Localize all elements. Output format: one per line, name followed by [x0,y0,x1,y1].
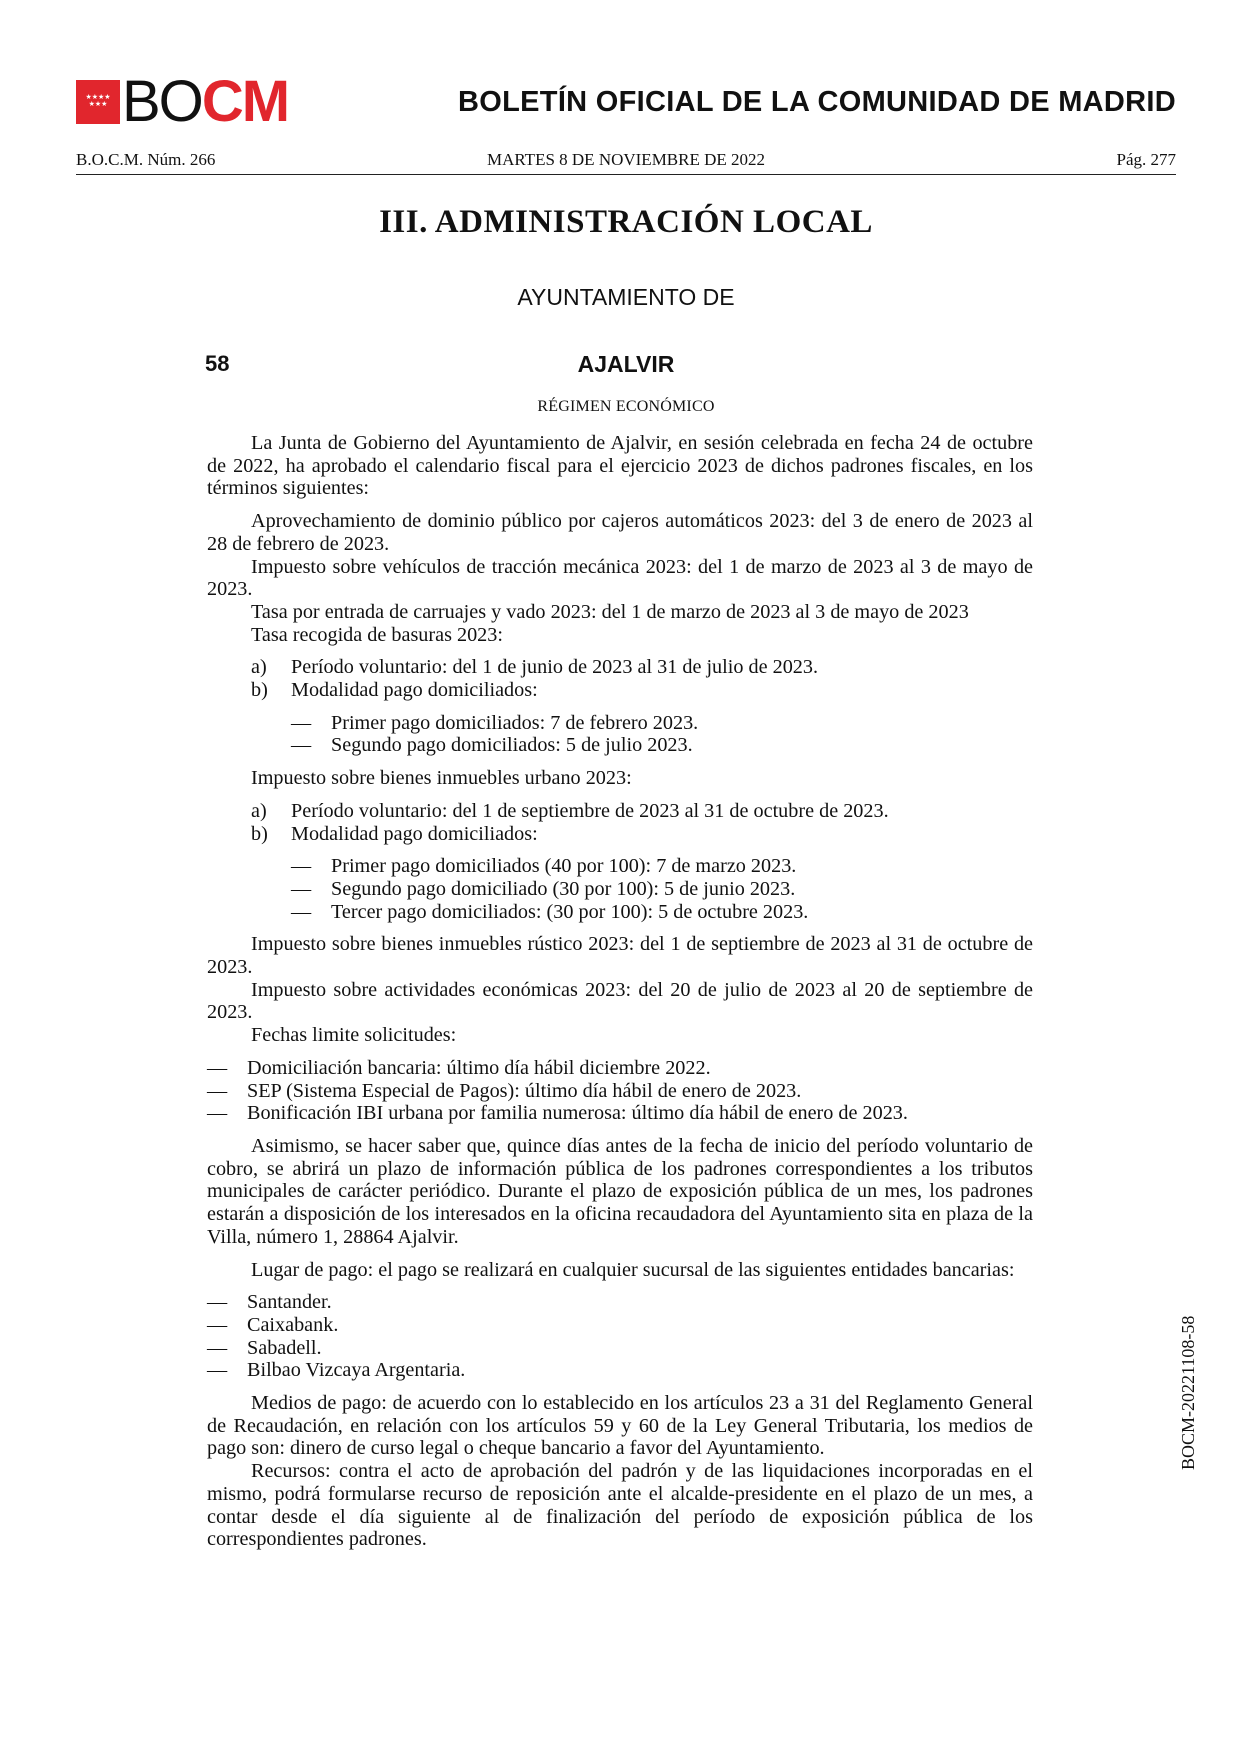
dash-list-item: — Domiciliación bancaria: último día hábil diciembre 2022. [207,1056,711,1079]
paragraph: Tasa recogida de basuras 2023: [251,623,503,646]
bocm-logo [76,69,289,134]
paragraph: Impuesto sobre bienes inmuebles rústico 2023: del 1 de septiembre de 2023 al 31 de octubre de 2023. [207,933,1033,979]
madrid-flag-icon: ★★★★ ★★★ [76,80,120,124]
logo-wordmark: BOCM [122,69,289,134]
dash-list-item: — Segundo pago domiciliados: 5 de julio 2023. [291,734,693,757]
list-item: b) Modalidad pago domiciliados: [251,822,538,845]
paragraph: Asimismo, se hacer saber que, quince días antes de la fecha de inicio del período voluntario de cobro, se abrirá un plazo de información pública de los padrones correspondientes a los tributos municipales de carácter periódico. Durante el plazo de exposición pública de un mes, los padrones estarán a disposición de los interesados en la oficina recaudadora del Ayuntamiento sita en plaza de la Villa, número 1, 28864 Ajalvir. [207,1134,1033,1248]
publication-title: BOLETÍN OFICIAL DE LA COMUNIDAD DE MADRID [458,86,1176,118]
masthead [76,69,1176,134]
list-item: a) Período voluntario: del 1 de septiembre de 2023 al 31 de octubre de 2023. [251,799,889,822]
dash-list-item: — Segundo pago domiciliado (30 por 100): 5 de junio 2023. [291,877,796,900]
paragraph: Recursos: contra el acto de aprobación del padrón y de las liquidaciones incorporadas en el mismo, podrá formularse recurso de reposición ante el alcalde-presidente en el plazo de un mes, a contar desde el día siguiente al de finalización del período de exposición pública de los correspondientes padrones. [207,1460,1033,1551]
list-item: a) Período voluntario: del 1 de junio de 2023 al 31 de julio de 2023. [251,656,819,679]
paragraph: Impuesto sobre bienes inmuebles urbano 2023: [251,767,632,790]
dash-list-item: — Tercer pago domiciliados: (30 por 100): 5 de octubre 2023. [291,900,809,923]
dash-list-item: — Primer pago domiciliados: 7 de febrero 2023. [291,711,699,734]
list-item: b) Modalidad pago domiciliados: [251,679,538,702]
paragraph: Impuesto sobre vehículos de tracción mecánica 2023: del 1 de marzo de 2023 al 3 de mayo de 2023. [207,555,1033,601]
dash-list-item: — Sabadell. [207,1336,322,1359]
dash-list-item: — Caixabank. [207,1313,339,1336]
running-header [76,148,1176,175]
paragraph: Lugar de pago: el pago se realizará en cualquier sucursal de las siguientes entidades bancarias: [251,1258,1015,1281]
paragraph: Aprovechamiento de dominio público por cajeros automáticos 2023: del 3 de enero de 2023 al 28 de febrero de 2023. [207,510,1033,555]
paragraph: Fechas limite solicitudes: [251,1024,457,1047]
paragraph: Medios de pago: de acuerdo con lo establecido en los artículos 23 a 31 del Reglamento General de Recaudación, en relación con los artículos 59 y 60 de la Ley General Tributaria, los medios de pago son: dinero de curso legal o cheque bancario a favor del Ayuntamiento. [207,1392,1033,1460]
document-code: BOCM-20221108-58 [1178,1315,1198,1470]
dash-list-item: — Bonificación IBI urbana por familia numerosa: último día hábil de enero de 2023. [207,1102,908,1125]
paragraph: La Junta de Gobierno del Ayuntamiento de Ajalvir, en sesión celebrada en fecha 24 de octubre de 2022, ha aprobado el calendario fiscal para el ejercicio 2023 de dichos padrones fiscales, en los términos siguientes: [207,432,1033,500]
page-number: Pág. 277 [1116,150,1176,169]
dash-list-item: — Bilbao Vizcaya Argentaria. [207,1359,466,1382]
section-title: III. ADMINISTRACIÓN LOCAL [379,204,873,240]
issue-date: MARTES 8 DE NOVIEMBRE DE 2022 [486,150,766,169]
ayuntamiento-name: AJALVIR [577,351,675,377]
dash-list-item: — Santander. [207,1291,332,1314]
document-body [207,432,1033,1551]
entry-number: 58 [205,351,230,376]
ayuntamiento-de-label: AYUNTAMIENTO DE [517,284,735,310]
dash-list-item: — Primer pago domiciliados (40 por 100): 7 de marzo 2023. [291,855,797,878]
issue-number: B.O.C.M. Núm. 266 [76,150,216,169]
paragraph: Impuesto sobre actividades económicas 2023: del 20 de julio de 2023 al 20 de septiembre de 2023. [207,978,1033,1024]
dash-list-item: — SEP (Sistema Especial de Pagos): último día hábil de enero de 2023. [207,1079,802,1102]
paragraph: Tasa por entrada de carruajes y vado 2023: del 1 de marzo de 2023 al 3 de mayo de 2023 [251,600,969,623]
subject-heading: RÉGIMEN ECONÓMICO [537,398,715,415]
